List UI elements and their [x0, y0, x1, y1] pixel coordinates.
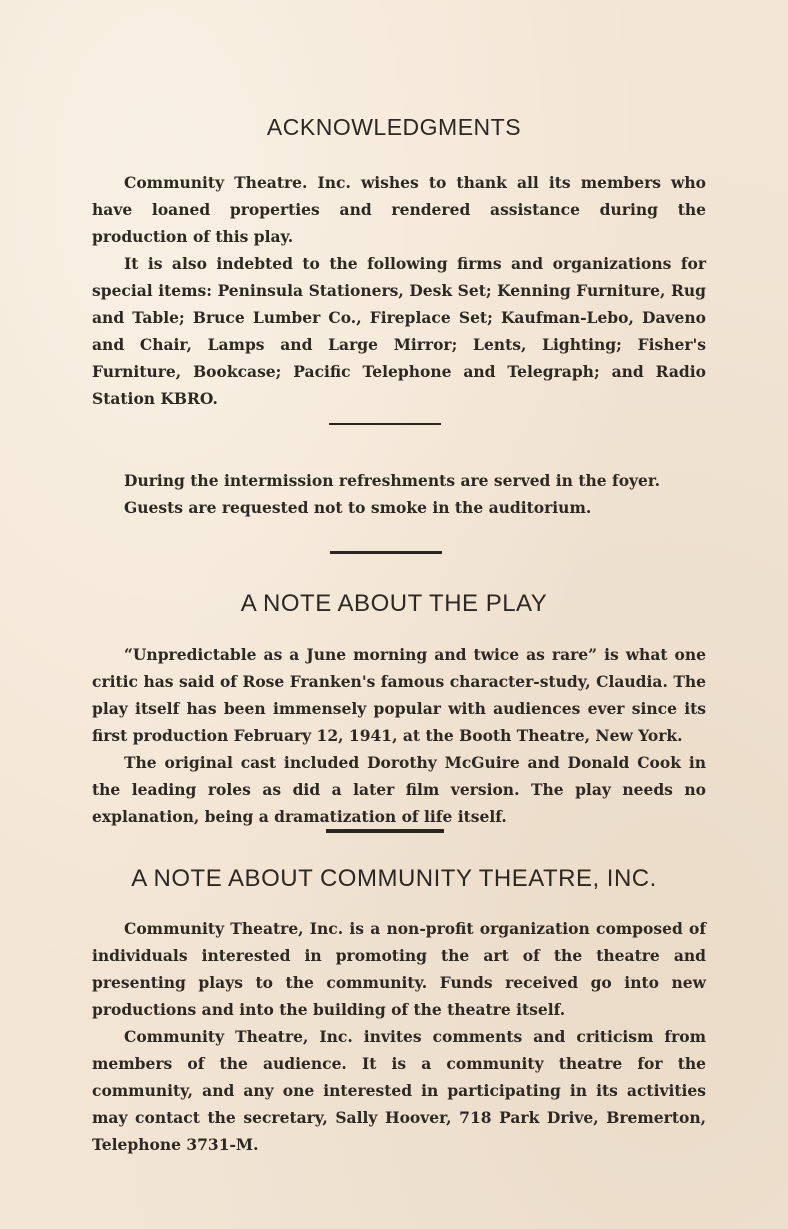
intermission-line-2: Guests are requested not to smoke in the auditorium. — [124, 498, 592, 517]
note-play-body — [92, 641, 706, 830]
note-play-heading: A NOTE ABOUT THE PLAY — [240, 590, 548, 617]
intermission-notice — [124, 467, 704, 521]
note-theatre-heading: A NOTE ABOUT COMMUNITY THEATRE, INC. — [131, 865, 657, 892]
note-play-paragraph-1: “Unpredictable as a June morning and twice as rare” is what one critic has said of Rose Franken's famous character-study, Claudia. The play itself has been immensely popular with audiences ever since its first production February 12, 1941, at the Booth Theatre, New York. — [92, 645, 706, 745]
acknowledgments-paragraph-1: Community Theatre. Inc. wishes to thank all its members who have loaned properties and rendered assistance during the production of this play. — [92, 173, 706, 246]
acknowledgments-heading: ACKNOWLEDGMENTS — [266, 114, 522, 140]
acknowledgments-paragraph-2: It is also indebted to the following firms and organizations for special items: Peninsula Stationers, Desk Set; Kenning Furniture, Rug and Table; Bruce Lumber Co., Fireplace Set; Kaufman-Lebo, Daveno and Chair, Lamps and Large Mirror; Lents, Lighting; Fisher's Furniture, Bookcase; Pacific Telephone and Telegraph; and Radio Station KBRO. — [92, 254, 706, 408]
note-theatre-paragraph-1: Community Theatre, Inc. is a non-profit organization composed of individuals interested in promoting the art of the theatre and presenting plays to the community. Funds received go into new productions and into the building of the theatre itself. — [92, 919, 706, 1019]
section-divider — [330, 551, 442, 554]
intermission-line-1: During the intermission refreshments are served in the foyer. — [124, 471, 661, 490]
section-divider — [326, 829, 444, 833]
section-divider — [329, 423, 441, 425]
note-theatre-body — [92, 915, 706, 1158]
acknowledgments-body — [92, 169, 706, 412]
note-theatre-paragraph-2: Community Theatre, Inc. invites comments and criticism from members of the audience. It is a community theatre for the community, and any one interested in participating in its activities may contact the secretary, Sally Hoover, 718 Park Drive, Bremerton, Telephone 3731-M. — [92, 1027, 706, 1154]
note-play-paragraph-2: The original cast included Dorothy McGuire and Donald Cook in the leading roles as did a later film version. The play needs no explanation, being a dramatization of life itself. — [92, 753, 706, 826]
